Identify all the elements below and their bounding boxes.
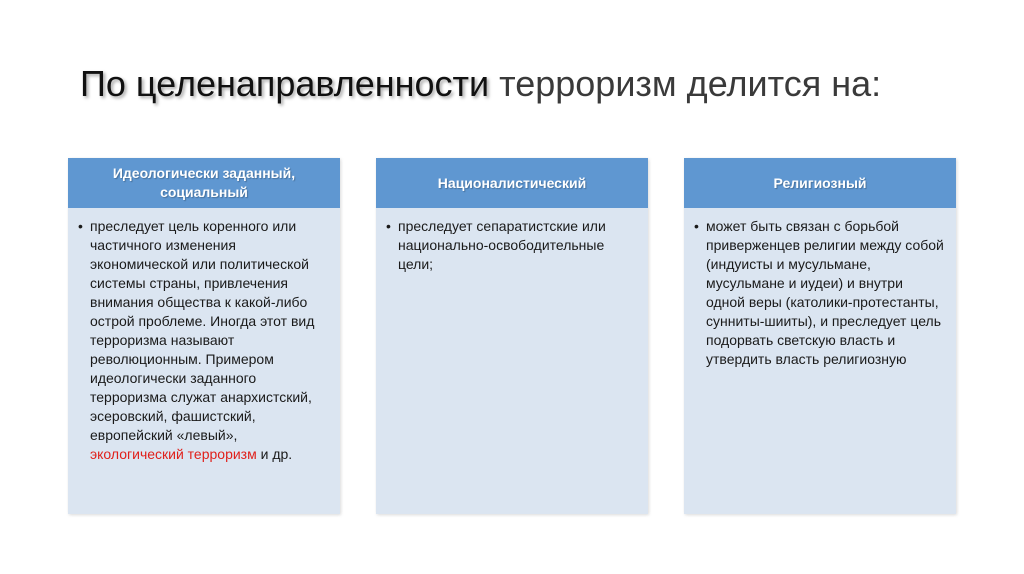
- column-body: [376, 208, 648, 274]
- bullet-item: [694, 217, 944, 369]
- column-body: [684, 208, 956, 369]
- bullet-text: [90, 217, 328, 464]
- bullet-item: [386, 217, 636, 274]
- bullet-text-main: преследует цель коренного или частичного изменения экономической или политической системы страны, привлечения внимания общества к какой-либо острой проблеме. Иногда этот вид терроризма называют революционным. Примером идеологически заданного терроризма служат анархистский, эсеровский, фашистский, европейский «левый»,: [90, 218, 315, 443]
- bullet-icon: •: [386, 218, 391, 234]
- highlight-text: экологический терроризм: [90, 446, 257, 462]
- column-header: Религиозный: [684, 158, 956, 208]
- bullet-icon: •: [78, 218, 83, 234]
- column-religious: [684, 158, 956, 514]
- title-rest: терроризм делится на:: [489, 63, 882, 104]
- title-emphasis: По целенаправленности: [80, 63, 490, 104]
- bullet-text: может быть связан с борьбой приверженцев религии между собой (индуисты и мусульмане, мусульмане и иудеи) и внутри одной веры (католики-протестанты, сунниты-шииты), и преследует цель подорвать светскую власть и утвердить власть религиозную: [706, 218, 944, 367]
- column-body: [68, 208, 340, 464]
- column-ideological: [68, 158, 340, 514]
- column-header: Националистический: [376, 158, 648, 208]
- bullet-icon: •: [694, 218, 699, 234]
- bullet-text: преследует сепаратистские или национально-освободительные цели;: [398, 218, 606, 272]
- column-header: Идеологически заданный, социальный: [68, 158, 340, 208]
- slide-title: [80, 62, 980, 106]
- bullet-item: [78, 217, 328, 464]
- bullet-text-end: и др.: [256, 446, 293, 462]
- column-nationalist: [376, 158, 648, 514]
